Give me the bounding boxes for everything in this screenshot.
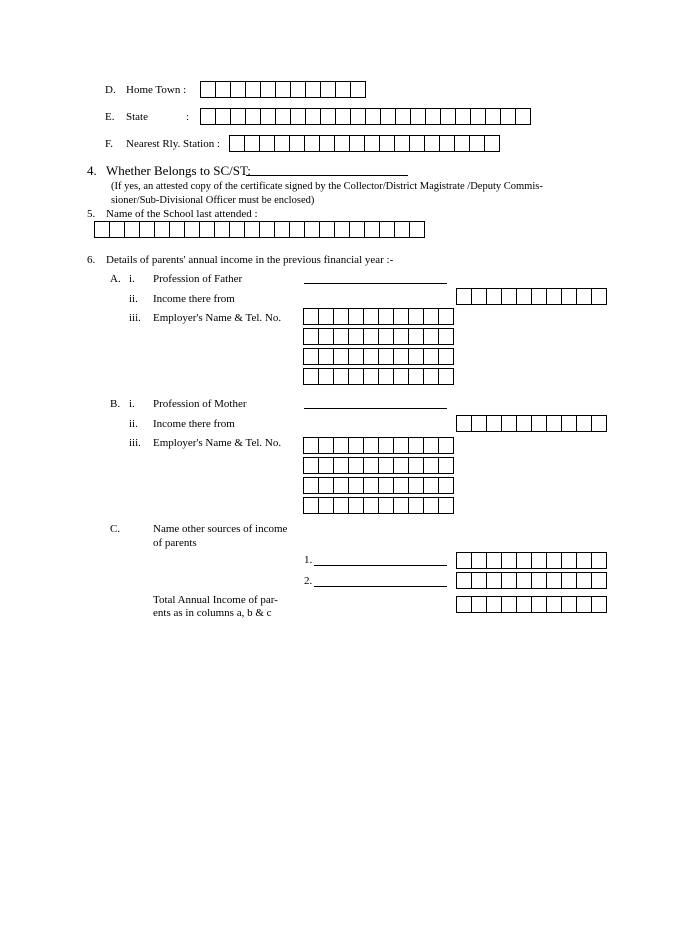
char-box[interactable] [576,415,592,432]
father-employer-boxes-row2[interactable] [303,328,453,345]
char-box[interactable] [393,348,409,365]
char-box[interactable] [303,368,319,385]
char-box[interactable] [318,348,334,365]
mother-employer-boxes-row3[interactable] [303,477,453,494]
char-box[interactable] [245,81,261,98]
total-income-boxes[interactable] [456,596,606,613]
source1-line[interactable] [314,565,447,566]
char-box[interactable] [471,288,487,305]
char-box[interactable] [456,415,472,432]
father-income-label: Income there from [153,293,235,305]
mother-profession-line[interactable] [304,408,447,409]
char-box[interactable] [546,288,562,305]
q6b-letter: B. [110,398,121,410]
char-box[interactable] [363,497,379,514]
char-box[interactable] [501,572,517,589]
char-box[interactable] [380,108,396,125]
father-profession-line[interactable] [304,283,447,284]
q4-number: 4. [87,163,97,178]
q4-note-line2: sioner/Sub-Divisional Officer must be enclosed) [111,195,315,206]
char-box[interactable] [501,288,517,305]
char-box[interactable] [394,135,410,152]
mother-employer-boxes-row2[interactable] [303,457,453,474]
source1-boxes[interactable] [456,552,606,569]
char-box[interactable] [393,368,409,385]
char-box[interactable] [349,221,365,238]
char-box[interactable] [546,572,562,589]
char-box[interactable] [378,497,394,514]
char-box[interactable] [471,596,487,613]
char-box[interactable] [215,108,231,125]
char-box[interactable] [378,457,394,474]
char-box[interactable] [378,437,394,454]
char-box[interactable] [303,457,319,474]
char-box[interactable] [333,308,349,325]
q6a-ii-numeral: ii. [129,293,138,305]
school-name-boxes[interactable] [94,221,424,238]
char-box[interactable] [423,477,439,494]
q6c-letter: C. [110,523,121,535]
char-box[interactable] [591,288,607,305]
char-box[interactable] [318,457,334,474]
char-box[interactable] [516,572,532,589]
char-box[interactable] [456,596,472,613]
char-box[interactable] [546,415,562,432]
char-box[interactable] [350,81,366,98]
char-box[interactable] [318,497,334,514]
char-box[interactable] [290,81,306,98]
char-box[interactable] [320,81,336,98]
char-box[interactable] [365,108,381,125]
char-box[interactable] [469,135,485,152]
char-box[interactable] [516,596,532,613]
char-box[interactable] [335,81,351,98]
father-employer-label: Employer's Name & Tel. No. [153,312,282,324]
char-box[interactable] [363,308,379,325]
char-box[interactable] [484,135,500,152]
home-town-label: Home Town : [126,84,187,96]
char-box[interactable] [335,108,351,125]
char-box[interactable] [395,108,411,125]
char-box[interactable] [546,552,562,569]
char-box[interactable] [333,348,349,365]
char-box[interactable] [486,572,502,589]
mother-employer-boxes-row4[interactable] [303,497,453,514]
char-box[interactable] [438,497,454,514]
char-box[interactable] [379,221,395,238]
father-income-boxes[interactable] [456,288,606,305]
char-box[interactable] [318,437,334,454]
char-box[interactable] [304,135,320,152]
char-box[interactable] [320,108,336,125]
char-box[interactable] [501,552,517,569]
char-box[interactable] [591,415,607,432]
char-box[interactable] [531,552,547,569]
char-box[interactable] [455,108,471,125]
char-box[interactable] [546,596,562,613]
char-box[interactable] [500,108,516,125]
char-box[interactable] [333,437,349,454]
char-box[interactable] [516,288,532,305]
char-box[interactable] [229,135,245,152]
char-box[interactable] [576,552,592,569]
char-box[interactable] [516,415,532,432]
char-box[interactable] [260,81,276,98]
char-box[interactable] [576,288,592,305]
char-box[interactable] [576,572,592,589]
char-box[interactable] [333,477,349,494]
total-income-label-line2: ents as in columns a, b & c [153,607,272,619]
char-box[interactable] [363,457,379,474]
char-box[interactable] [348,328,364,345]
q6b-iii-numeral: iii. [129,437,141,449]
char-box[interactable] [139,221,155,238]
char-box[interactable] [348,457,364,474]
state-boxes[interactable] [200,108,530,125]
char-box[interactable] [94,221,110,238]
char-box[interactable] [561,572,577,589]
char-box[interactable] [531,415,547,432]
char-box[interactable] [199,221,215,238]
char-box[interactable] [591,572,607,589]
char-box[interactable] [408,457,424,474]
char-box[interactable] [423,497,439,514]
q6b-ii-numeral: ii. [129,418,138,430]
q6-number: 6. [87,254,96,266]
char-box[interactable] [591,596,607,613]
char-box[interactable] [423,328,439,345]
char-box[interactable] [260,108,276,125]
char-box[interactable] [348,477,364,494]
char-box[interactable] [456,572,472,589]
char-box[interactable] [408,308,424,325]
q6b-i-numeral: i. [129,398,135,410]
char-box[interactable] [200,81,216,98]
char-box[interactable] [289,221,305,238]
char-box[interactable] [561,552,577,569]
char-box[interactable] [334,135,350,152]
char-box[interactable] [169,221,185,238]
char-box[interactable] [438,328,454,345]
q6a-letter: A. [110,273,121,285]
char-box[interactable] [408,348,424,365]
section-d-letter: D. [105,84,116,96]
char-box[interactable] [214,221,230,238]
char-box[interactable] [333,497,349,514]
char-box[interactable] [531,572,547,589]
char-box[interactable] [333,368,349,385]
q6a-iii-numeral: iii. [129,312,141,324]
mother-employer-boxes-row1[interactable] [303,437,453,454]
char-box[interactable] [364,135,380,152]
section-e-letter: E. [105,111,115,123]
char-box[interactable] [363,348,379,365]
char-box[interactable] [348,437,364,454]
char-box[interactable] [348,497,364,514]
char-box[interactable] [303,497,319,514]
char-box[interactable] [501,596,517,613]
char-box[interactable] [531,596,547,613]
char-box[interactable] [274,135,290,152]
char-box[interactable] [393,437,409,454]
char-box[interactable] [410,108,426,125]
char-box[interactable] [259,135,275,152]
char-box[interactable] [501,415,517,432]
char-box[interactable] [440,108,456,125]
char-box[interactable] [424,135,440,152]
char-box[interactable] [333,328,349,345]
char-box[interactable] [561,415,577,432]
char-box[interactable] [349,135,365,152]
other-sources-label-line1: Name other sources of income [153,523,288,535]
char-box[interactable] [319,221,335,238]
char-box[interactable] [378,348,394,365]
char-box[interactable] [516,552,532,569]
state-label: State [126,111,148,123]
char-box[interactable] [439,135,455,152]
char-box[interactable] [289,135,305,152]
char-box[interactable] [378,328,394,345]
father-employer-boxes-row4[interactable] [303,368,453,385]
nearest-station-boxes[interactable] [229,135,499,152]
char-box[interactable] [363,328,379,345]
char-box[interactable] [591,552,607,569]
mother-profession-label: Profession of Mother [153,398,247,410]
char-box[interactable] [244,221,260,238]
char-box[interactable] [303,437,319,454]
char-box[interactable] [363,368,379,385]
char-box[interactable] [423,457,439,474]
char-box[interactable] [456,288,472,305]
char-box[interactable] [438,348,454,365]
char-box[interactable] [275,108,291,125]
char-box[interactable] [303,308,319,325]
state-colon: : [186,111,190,123]
char-box[interactable] [319,135,335,152]
char-box[interactable] [393,477,409,494]
char-box[interactable] [124,221,140,238]
char-box[interactable] [393,308,409,325]
section-f-letter: F. [105,138,113,150]
char-box[interactable] [423,348,439,365]
char-box[interactable] [290,108,306,125]
source2-number: 2. [304,575,313,587]
father-employer-boxes-row3[interactable] [303,348,453,365]
char-box[interactable] [348,348,364,365]
char-box[interactable] [438,437,454,454]
char-box[interactable] [363,437,379,454]
q5-label: Name of the School last attended : [106,208,258,220]
char-box[interactable] [109,221,125,238]
mother-income-boxes[interactable] [456,415,606,432]
char-box[interactable] [244,135,260,152]
char-box[interactable] [348,308,364,325]
char-box[interactable] [393,497,409,514]
q6-label: Details of parents' annual income in the previous financial year :- [106,254,394,266]
total-income-label-line1: Total Annual Income of par- [153,594,278,606]
char-box[interactable] [408,328,424,345]
char-box[interactable] [245,108,261,125]
char-box[interactable] [305,108,321,125]
char-box[interactable] [394,221,410,238]
other-sources-label-line2: of parents [153,537,197,549]
father-employer-boxes-row1[interactable] [303,308,453,325]
char-box[interactable] [485,108,501,125]
char-box[interactable] [423,368,439,385]
char-box[interactable] [576,596,592,613]
char-box[interactable] [275,81,291,98]
char-box[interactable] [215,81,231,98]
char-box[interactable] [363,477,379,494]
char-box[interactable] [378,477,394,494]
char-box[interactable] [408,437,424,454]
char-box[interactable] [515,108,531,125]
char-box[interactable] [423,308,439,325]
q4-note-line1: (If yes, an attested copy of the certificate signed by the Collector/District Magistrate /Deputy Commis- [111,181,543,192]
char-box[interactable] [470,108,486,125]
nearest-station-label: Nearest Rly. Station : [126,138,220,150]
char-box[interactable] [486,596,502,613]
char-box[interactable] [531,288,547,305]
char-box[interactable] [229,221,245,238]
char-box[interactable] [471,415,487,432]
char-box[interactable] [378,308,394,325]
char-box[interactable] [274,221,290,238]
mother-employer-label: Employer's Name & Tel. No. [153,437,282,449]
home-town-boxes[interactable] [200,81,365,98]
char-box[interactable] [350,108,366,125]
char-box[interactable] [304,221,320,238]
char-box[interactable] [408,368,424,385]
char-box[interactable] [303,348,319,365]
char-box[interactable] [561,596,577,613]
q4-label: Whether Belongs to SC/ST: [106,163,251,178]
char-box[interactable] [184,221,200,238]
char-box[interactable] [486,552,502,569]
char-box[interactable] [456,552,472,569]
char-box[interactable] [348,368,364,385]
char-box[interactable] [379,135,395,152]
char-box[interactable] [334,221,350,238]
char-box[interactable] [486,415,502,432]
mother-income-label: Income there from [153,418,235,430]
char-box[interactable] [305,81,321,98]
char-box[interactable] [154,221,170,238]
char-box[interactable] [200,108,216,125]
q6a-i-numeral: i. [129,273,135,285]
char-box[interactable] [318,368,334,385]
char-box[interactable] [408,477,424,494]
char-box[interactable] [438,457,454,474]
char-box[interactable] [438,368,454,385]
father-profession-label: Profession of Father [153,273,243,285]
source2-line[interactable] [314,586,447,587]
char-box[interactable] [438,308,454,325]
char-box[interactable] [486,288,502,305]
char-box[interactable] [423,437,439,454]
source2-boxes[interactable] [456,572,606,589]
char-box[interactable] [454,135,470,152]
q4-answer-line[interactable] [246,175,408,176]
char-box[interactable] [471,572,487,589]
char-box[interactable] [318,477,334,494]
char-box[interactable] [230,108,246,125]
char-box[interactable] [303,328,319,345]
char-box[interactable] [393,328,409,345]
char-box[interactable] [230,81,246,98]
char-box[interactable] [333,457,349,474]
char-box[interactable] [378,368,394,385]
char-box[interactable] [259,221,275,238]
char-box[interactable] [303,477,319,494]
char-box[interactable] [393,457,409,474]
char-box[interactable] [318,328,334,345]
char-box[interactable] [408,497,424,514]
char-box[interactable] [318,308,334,325]
char-box[interactable] [561,288,577,305]
q5-number: 5. [87,208,96,220]
char-box[interactable] [425,108,441,125]
char-box[interactable] [409,135,425,152]
source1-number: 1. [304,554,313,566]
char-box[interactable] [364,221,380,238]
char-box[interactable] [471,552,487,569]
char-box[interactable] [409,221,425,238]
char-box[interactable] [438,477,454,494]
